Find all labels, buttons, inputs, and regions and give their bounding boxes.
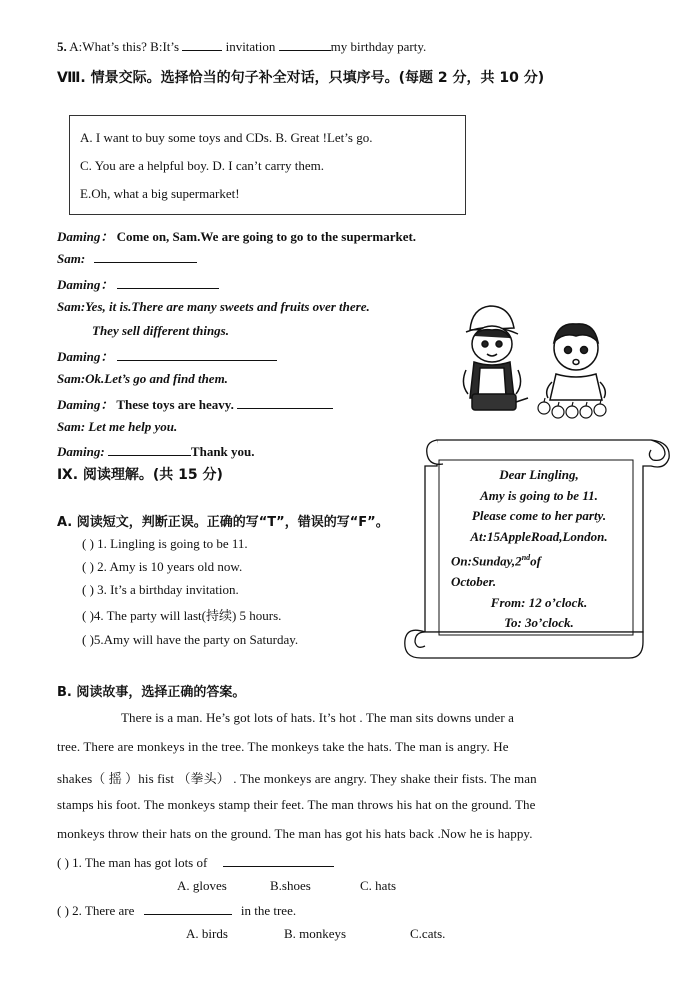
answer-blank[interactable] — [117, 276, 219, 289]
dialogue-text: Thank you. — [190, 444, 255, 459]
dialogue-text: Let me help you. — [88, 419, 178, 434]
dialogue-text: These toys are heavy. — [116, 397, 234, 412]
question-5 — [57, 38, 426, 55]
card-line: Amy is going to be 11. — [480, 487, 598, 503]
tf-statement: ( )5.Amy will have the party on Saturday. — [82, 632, 299, 647]
card-line: Dear Lingling, — [499, 467, 579, 482]
dialogue-text: Yes, it is.There are many sweets and fruits over there. — [85, 299, 370, 314]
option-line: E.Oh, what a big supermarket! — [80, 186, 240, 201]
card-date: On:Sunday,2 — [451, 553, 522, 569]
dialogue-text: Come on, Sam.We are going to go to the supermarket. — [116, 229, 417, 244]
story-line: monkeys throw their hats on the ground. The man has got his hats back .Now he is happy. — [57, 826, 533, 841]
question-number: 5. — [57, 39, 67, 54]
question-5-word2: my birthday party. — [330, 39, 427, 54]
option-b[interactable]: B.shoes — [270, 878, 311, 893]
dialogue-line — [92, 323, 229, 339]
dialogue-line — [57, 346, 277, 365]
story-line: stamps his foot. The monkeys stamp their feet. The man throws his hat on the ground. The — [57, 797, 536, 812]
card-line — [448, 548, 630, 572]
speaker: Sam: — [57, 419, 86, 434]
dialogue-text: Ok.Let’s go and find them. — [85, 371, 228, 386]
option-line: A. I want to buy some toys and CDs. B. Great !Let’s go. — [80, 130, 373, 145]
question-text: ( ) 1. The man has got lots of — [57, 855, 208, 870]
option-line: C. You are a helpful boy. D. I can’t carry them. — [80, 158, 325, 173]
answer-blank[interactable] — [182, 38, 222, 51]
story-line: There is a man. He’s got lots of hats. It’s hot . The man sits downs under a — [121, 710, 514, 725]
option-c[interactable]: C.cats. — [410, 926, 446, 941]
option-a[interactable]: A. birds — [186, 926, 228, 941]
story-line: shakes（ 摇 ）his fist （拳头） . The monkeys are angry. They shake their fists. The man — [57, 771, 537, 786]
answer-blank[interactable] — [144, 902, 232, 915]
question-5-text: A:What’s this? B:It’s — [69, 39, 180, 54]
tf-statement: ( )4. The party will last(持续) 5 hours. — [82, 608, 282, 623]
invitation-card-text — [448, 465, 630, 634]
part-a-title: A. 阅读短文，判断正误。正确的写“T”，错误的写“F”。 — [57, 515, 389, 530]
answer-blank[interactable] — [279, 38, 331, 51]
children-illustration — [452, 298, 622, 428]
options-box — [69, 115, 466, 215]
section-8-title: Ⅷ. 情景交际。选择恰当的句子补全对话，只填序号。(每题 2 分，共 10 分) — [57, 70, 545, 86]
speaker: Sam: — [57, 371, 86, 386]
answer-blank[interactable] — [117, 348, 277, 361]
dialogue-line — [57, 226, 416, 245]
speaker: Sam: — [57, 299, 86, 314]
tf-statement: ( ) 3. It’s a birthday invitation. — [82, 582, 239, 597]
dialogue-line — [57, 274, 219, 293]
answer-blank[interactable] — [237, 396, 333, 409]
speaker: Daming： — [57, 349, 114, 364]
dialogue-line — [57, 299, 370, 315]
question-text: in the tree. — [240, 903, 297, 918]
question-5-word1: invitation — [225, 39, 276, 54]
tf-statement: ( ) 1. Lingling is going to be 11. — [82, 536, 248, 551]
dialogue-line — [57, 250, 197, 267]
answer-blank[interactable] — [223, 854, 334, 867]
card-date-of: of — [530, 553, 541, 569]
option-c[interactable]: C. hats — [360, 878, 397, 893]
tf-statement: ( ) 2. Amy is 10 years old now. — [82, 559, 243, 574]
part-b-title: B. 阅读故事，选择正确的答案。 — [57, 685, 246, 700]
section-9-title: Ⅸ. 阅读理解。(共 15 分) — [57, 467, 223, 483]
card-line: At:15AppleRoad,London. — [470, 529, 608, 545]
answer-blank[interactable] — [94, 250, 197, 263]
speaker: Sam: — [57, 251, 86, 266]
card-line: Please come to her party. — [471, 508, 607, 524]
card-line: From: 12 o’clock. — [490, 594, 588, 610]
dialogue-line — [57, 443, 255, 460]
card-date-suffix: nd — [521, 552, 531, 562]
card-line: To: 3o’clock. — [504, 615, 574, 631]
speaker: Daming： — [57, 229, 114, 244]
dialogue-line — [57, 419, 177, 435]
option-a[interactable]: A. gloves — [177, 878, 227, 893]
option-b[interactable]: B. monkeys — [284, 926, 347, 941]
story-line: tree. There are monkeys in the tree. The monkeys take the hats. The man is angry. He — [57, 739, 509, 754]
dialogue-line — [57, 371, 228, 387]
speaker: Daming： — [57, 277, 114, 292]
mc-question-2 — [57, 902, 296, 919]
dialogue-line — [57, 394, 333, 413]
card-line: October. — [451, 573, 497, 589]
speaker: Daming: — [57, 444, 105, 459]
answer-blank[interactable] — [108, 443, 191, 456]
mc-question-1 — [57, 854, 334, 871]
question-text: ( ) 2. There are — [57, 903, 135, 918]
speaker: Daming： — [57, 397, 114, 412]
dialogue-text: They sell different things. — [92, 323, 229, 338]
